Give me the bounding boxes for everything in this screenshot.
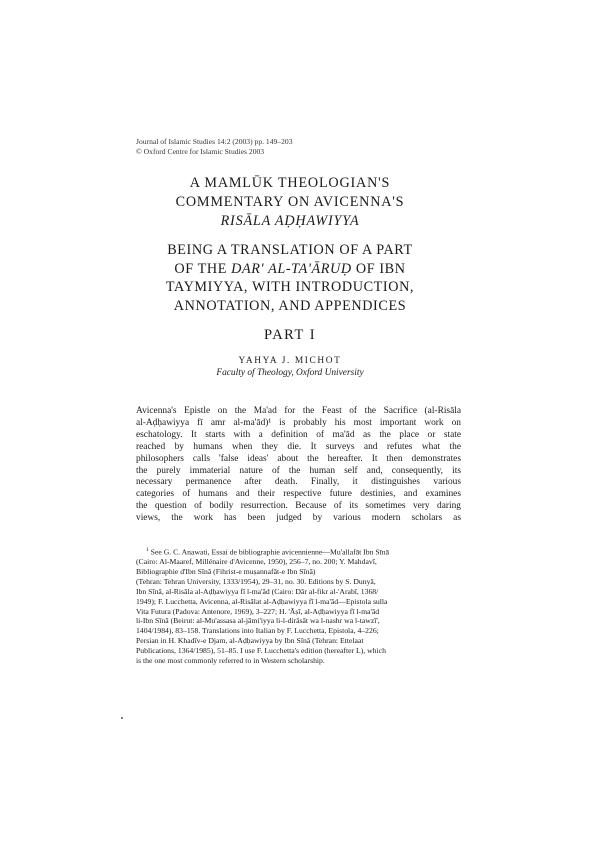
footnote-line: 1949); F. Lucchetta, Avicenna, al-Risālat al-Aḍḥawiyya fī l-ma'ād—Epistola sulla (136, 596, 388, 606)
copyright-notice: © Oxford Centre for Islamic Studies 2003 (136, 147, 265, 156)
body-line: eschatology. It starts with a definition of ma'ād as the place or state (136, 429, 461, 440)
author-name: YAHYA J. MICHOT (238, 356, 342, 366)
author-block (120, 355, 460, 379)
body-line: the question of bodily resurrection. Because of its sometimes very daring (136, 501, 461, 512)
footnote-line: Ibn Sīnā, al-Risāla al-Aḍḥawiyya fī l-ma'ād (Cairo: Dār al-fikr al-'Arabī, 1368/ (136, 586, 379, 596)
footnote-line: is the one most commonly referred to in Western scholarship. (136, 655, 325, 665)
body-line: reached by humans when they die. It surveys and refutes what the (136, 441, 461, 452)
author-affiliation: Faculty of Theology, Oxford University (216, 368, 364, 378)
footnote (136, 546, 461, 666)
subtitle-line-2 (120, 260, 460, 279)
part-heading: PART I (263, 327, 317, 343)
subtitle-line-4: ANNOTATION, AND APPENDICES (173, 297, 407, 314)
body-line: categories of humans and their respective future destinies, and examines (136, 489, 461, 500)
body-paragraph (136, 406, 461, 525)
subtitle-line-3: TAYMIYYA, WITH INTRODUCTION, (165, 279, 415, 295)
subtitle-line-1: BEING A TRANSLATION OF A PART (167, 242, 413, 258)
footnote-line (136, 546, 461, 557)
footnote-line: Publications, 1364/1985), 51–85. I use F. Lucchetta's edition (hereafter L), which (136, 646, 386, 655)
body-line: al-Aḍḥawiyya fī amr al-ma'ād)¹ is probably his most important work on (136, 417, 461, 428)
body-line: the purely immaterial nature of the human self and, consequently, its (136, 465, 461, 476)
footnote-line: li-Ibn Sīnā (Beirut: al-Mu'assasa al-jāmi'iyya li-l-dirāsāt wa l-nashr wa l-tawzī', (136, 616, 380, 626)
footnote-line: 1404/1984), 83–158. Translations into Italian by F. Lucchetta, Epistola, 4–226; (136, 626, 379, 636)
subtitle-line-2-b: DAR' AL-TA'ĀRUḌ (231, 260, 352, 277)
body-line: views, the work has been judged by various modern scholars as (136, 513, 461, 524)
margin-mark (121, 717, 123, 719)
journal-header (136, 137, 293, 157)
footnote-line: (Cairo: Al-Maaref, Millénaire d'Avicenne, 1950), 256–7, no. 200; Y. Mahdavī, (136, 557, 377, 567)
footnote-line: Persian in H. Khadīv-e Djam, al-Aḍḥawiyya by Ibn Sīnā (Tehran: Ettelaat (136, 636, 364, 646)
footnote-line: Vita Futura (Padova: Antenore, 1969), 3–227; H. 'Āṣī, al-Aḍḥawiyya fī l-ma'ād (136, 606, 380, 616)
title-line-2: COMMENTARY ON AVICENNA'S (175, 194, 405, 210)
subtitle-line-2-a: OF THE (174, 260, 232, 277)
footnote-marker: 1 (146, 547, 149, 553)
journal-citation: Journal of Islamic Studies 14:2 (2003) pp. 149–203 (136, 137, 293, 146)
footnote-line: Bibliographie d'Ibn Sīnā (Fihrist-e muṣannafāt-e Ibn Sīnā) (136, 567, 316, 577)
footnote-line-text: See G. C. Anawati, Essai de bibliographie avicennienne—Mu'allafāt Ibn Sīnā (150, 547, 390, 557)
article-title (120, 174, 460, 231)
subtitle-line-2-c: OF IBN (351, 260, 406, 277)
footnote-line: (Tehran: Tehran University, 1333/1954), 29–31, no. 30. Editions by S. Dunyā, (136, 577, 376, 587)
title-line-1: A MAMLŪK THEOLOGIAN'S (189, 175, 391, 191)
body-line: Avicenna's Epistle on the Ma'ad for the Feast of the Sacrifice (al-Risāla (136, 406, 461, 416)
body-line: necessary permanence after death. Finally, it distinguishes various (136, 477, 461, 488)
title-line-3: RISĀLA AḌḤAWIYYA (220, 213, 360, 229)
body-line: philosophers calls 'false ideas' about the hereafter. It then demonstrates (136, 453, 461, 464)
article-subtitle (120, 241, 460, 315)
